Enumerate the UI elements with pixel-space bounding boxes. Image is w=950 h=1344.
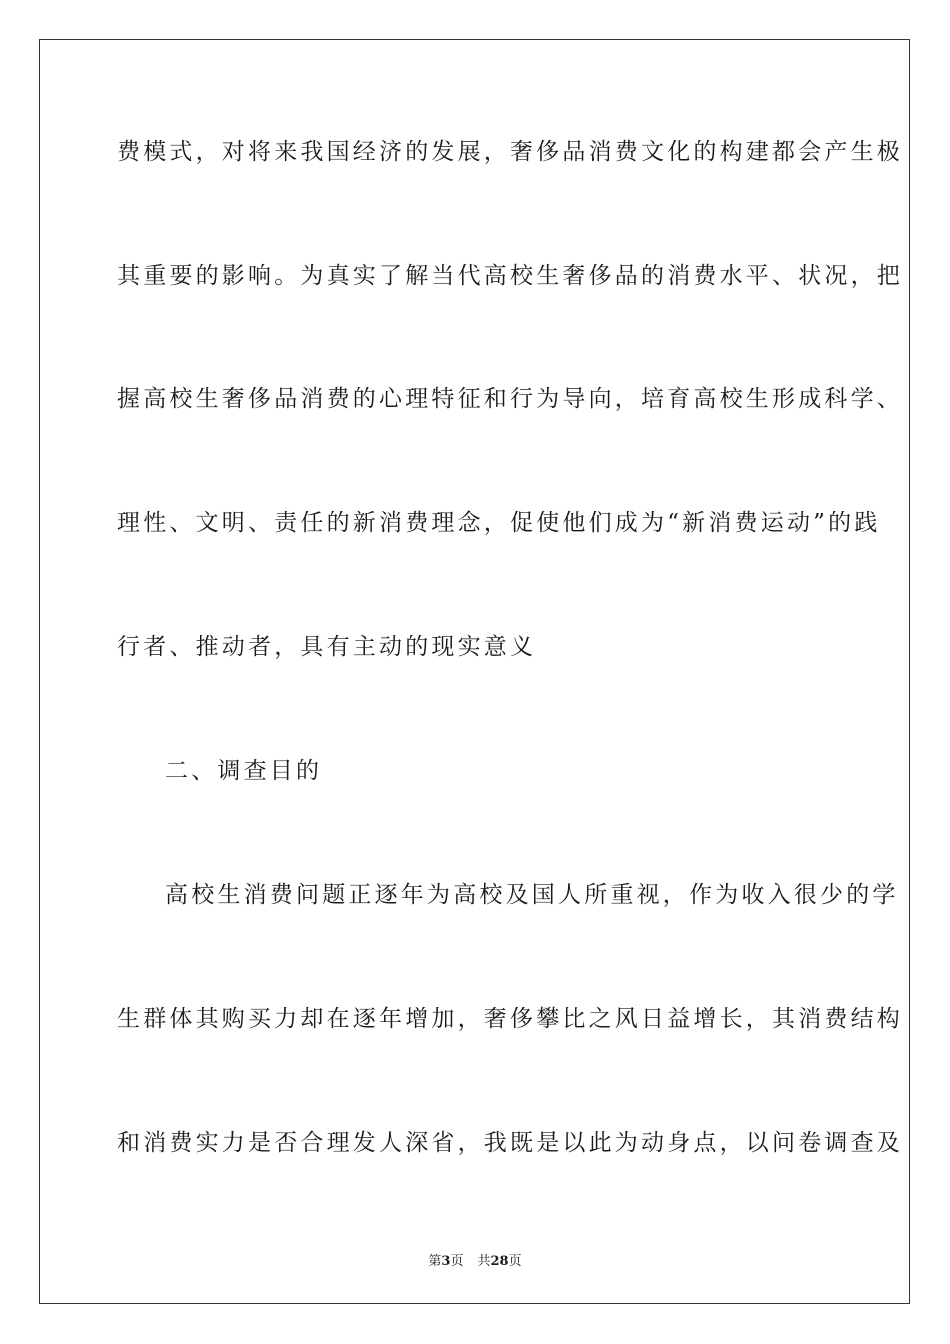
paragraph-line-4: 理性、文明、责任的新消费理念，促使他们成为“新消费运动”的践 bbox=[117, 510, 881, 536]
total-prefix: 共 bbox=[477, 1254, 491, 1269]
paragraph-line-8: 和消费实力是否合理发人深省，我既是以此为动身点，以问卷调查及 bbox=[117, 1130, 903, 1156]
paragraph-line-3: 握高校生奢侈品消费的心理特征和行为导向，培育高校生形成科学、 bbox=[117, 386, 903, 412]
paragraph-line-1: 费模式，对将来我国经济的发展，奢侈品消费文化的构建都会产生极 bbox=[117, 139, 903, 165]
total-suffix: 页 bbox=[508, 1254, 522, 1269]
current-page-number: 3 bbox=[441, 1254, 451, 1269]
page-footer bbox=[0, 1250, 950, 1269]
paragraph-line-5: 行者、推动者，具有主动的现实意义 bbox=[117, 634, 537, 660]
page-prefix: 第 bbox=[428, 1254, 442, 1269]
total-pages-number: 28 bbox=[490, 1254, 509, 1269]
paragraph-line-7: 生群体其购买力却在逐年增加，奢侈攀比之风日益增长，其消费结构 bbox=[117, 1006, 903, 1032]
paragraph-line-2: 其重要的影响。为真实了解当代高校生奢侈品的消费水平、状况，把 bbox=[117, 263, 903, 289]
page-border bbox=[39, 39, 910, 1304]
page-suffix: 页 bbox=[450, 1254, 464, 1269]
paragraph-line-6: 高校生消费问题正逐年为高校及国人所重视，作为收入很少的学 bbox=[165, 882, 899, 908]
section-heading: 二、调查目的 bbox=[165, 758, 323, 784]
